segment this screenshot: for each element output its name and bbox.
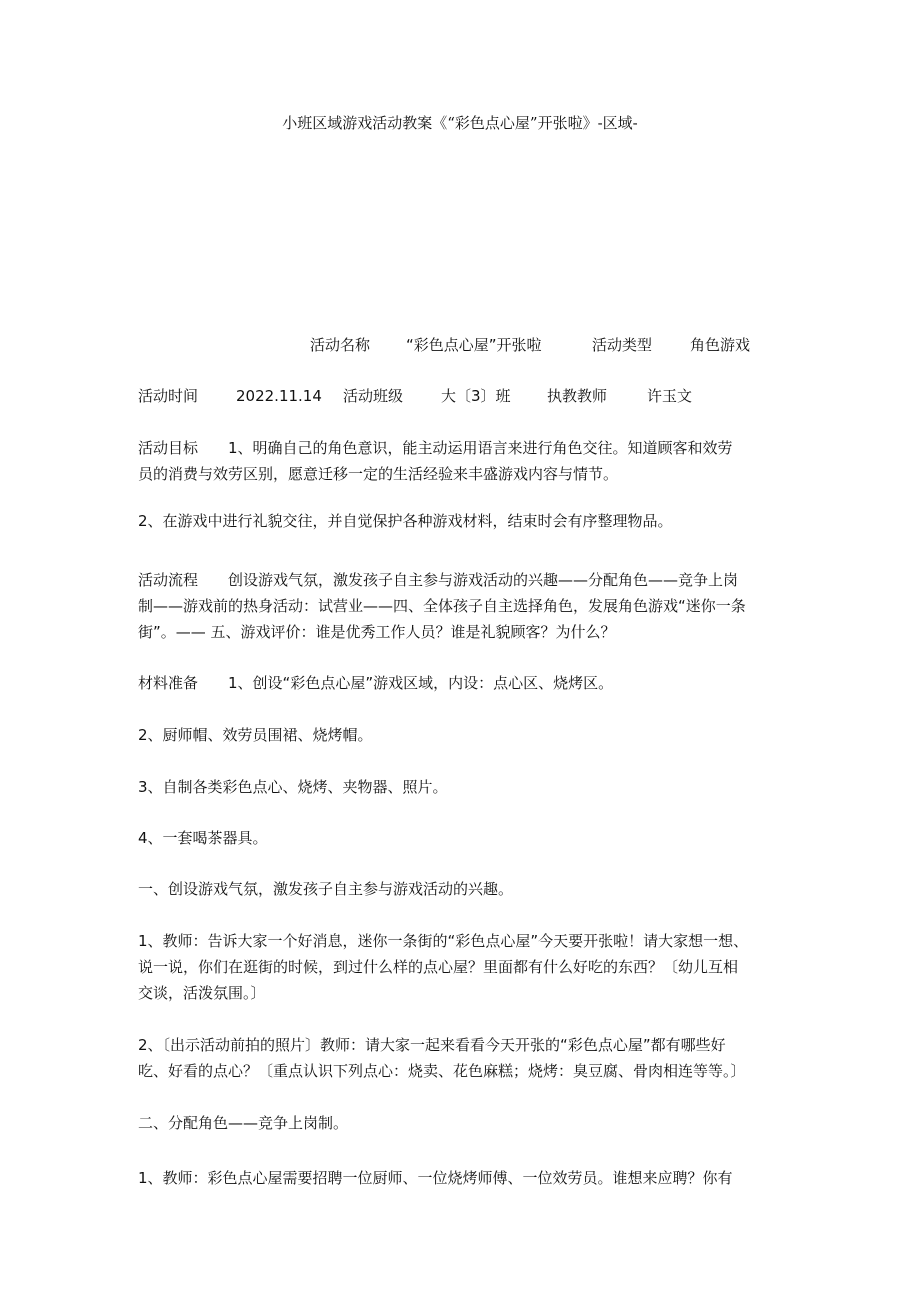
paragraph-line: 2、〔出示活动前拍的照片〕教师：请大家一起来看看今天开张的“彩色点心屋”都有哪些好 xyxy=(138,1036,726,1054)
paragraph xyxy=(138,722,788,748)
paragraph xyxy=(138,508,788,534)
paragraph xyxy=(138,567,788,645)
paragraph xyxy=(138,1165,788,1191)
class-label: 活动班级 xyxy=(343,387,404,405)
activity-name-value: “彩色点心屋”开张啦 xyxy=(406,336,542,354)
activity-name-label: 活动名称 xyxy=(310,336,371,354)
time-label: 活动时间 xyxy=(138,387,199,405)
paragraph-line: 街”。—— 五、游戏评价：谁是优秀工作人员？谁是礼貌顾客？为什么？ xyxy=(138,623,616,641)
paragraph xyxy=(138,928,788,1006)
paragraph-line: 吃、好看的点心？〔重点认识下列点心：烧卖、花色麻糕；烧烤：臭豆腐、骨肉相连等等。〕 xyxy=(138,1062,746,1080)
class-value: 大〔3〕班 xyxy=(441,387,511,405)
paragraph xyxy=(138,1032,788,1084)
paragraph-line: 材料准备 1、创设“彩色点心屋”游戏区域，内设：点心区、烧烤区。 xyxy=(138,674,614,692)
paragraph-line: 1、教师：彩色点心屋需要招聘一位厨师、一位烧烤师傅、一位效劳员。谁想来应聘？你有 xyxy=(138,1169,733,1187)
paragraph-line: 说一说，你们在逛街的时候，到过什么样的点心屋？里面都有什么好吃的东西？〔幼儿互相 xyxy=(138,958,739,976)
paragraph-line: 3、自制各类彩色点心、烧烤、夹物器、照片。 xyxy=(138,778,448,796)
paragraph xyxy=(138,435,788,487)
paragraph-line: 制——游戏前的热身活动：试营业——四、全体孩子自主选择角色，发展角色游戏“迷你一条 xyxy=(138,597,746,615)
paragraph-line: 一、创设游戏气氛，激发孩子自主参与游戏活动的兴趣。 xyxy=(138,880,514,898)
paragraph-line: 1、教师：告诉大家一个好消息，迷你一条街的“彩色点心屋”今天要开张啦！请大家想一想、 xyxy=(138,932,749,950)
paragraph-line: 2、在游戏中进行礼貌交往，并自觉保护各种游戏材料，结束时会有序整理物品。 xyxy=(138,512,673,530)
paragraph xyxy=(138,876,788,902)
time-value: 2022.11.14 xyxy=(236,387,322,405)
teacher-label: 执教教师 xyxy=(547,387,608,405)
paragraph xyxy=(138,774,788,800)
info-row-activity xyxy=(0,332,920,358)
activity-type-label: 活动类型 xyxy=(592,336,653,354)
paragraph-line: 活动流程 创设游戏气氛，激发孩子自主参与游戏活动的兴趣——分配角色——竞争上岗 xyxy=(138,571,739,589)
activity-type-value: 角色游戏 xyxy=(690,336,751,354)
paragraph xyxy=(138,670,788,696)
document-title: 小班区域游戏活动教案《“彩色点心屋”开张啦》-区域- xyxy=(282,114,638,132)
info-row-time xyxy=(0,383,920,409)
paragraph-line: 活动目标 1、明确自己的角色意识，能主动运用语言来进行角色交往。知道顾客和效劳 xyxy=(138,439,733,457)
teacher-value: 许玉文 xyxy=(647,387,693,405)
paragraph xyxy=(138,1110,788,1136)
paragraph-line: 员的消费与效劳区别，愿意迁移一定的生活经验来丰盛游戏内容与情节。 xyxy=(138,465,619,483)
paragraph xyxy=(138,825,788,851)
paragraph-line: 二、分配角色——竞争上岗制。 xyxy=(138,1114,349,1132)
paragraph-line: 交谈，活泼氛围。〕 xyxy=(138,984,266,1002)
paragraph-line: 2、厨师帽、效劳员围裙、烧烤帽。 xyxy=(138,726,373,744)
paragraph-line: 4、一套喝茶器具。 xyxy=(138,829,268,847)
